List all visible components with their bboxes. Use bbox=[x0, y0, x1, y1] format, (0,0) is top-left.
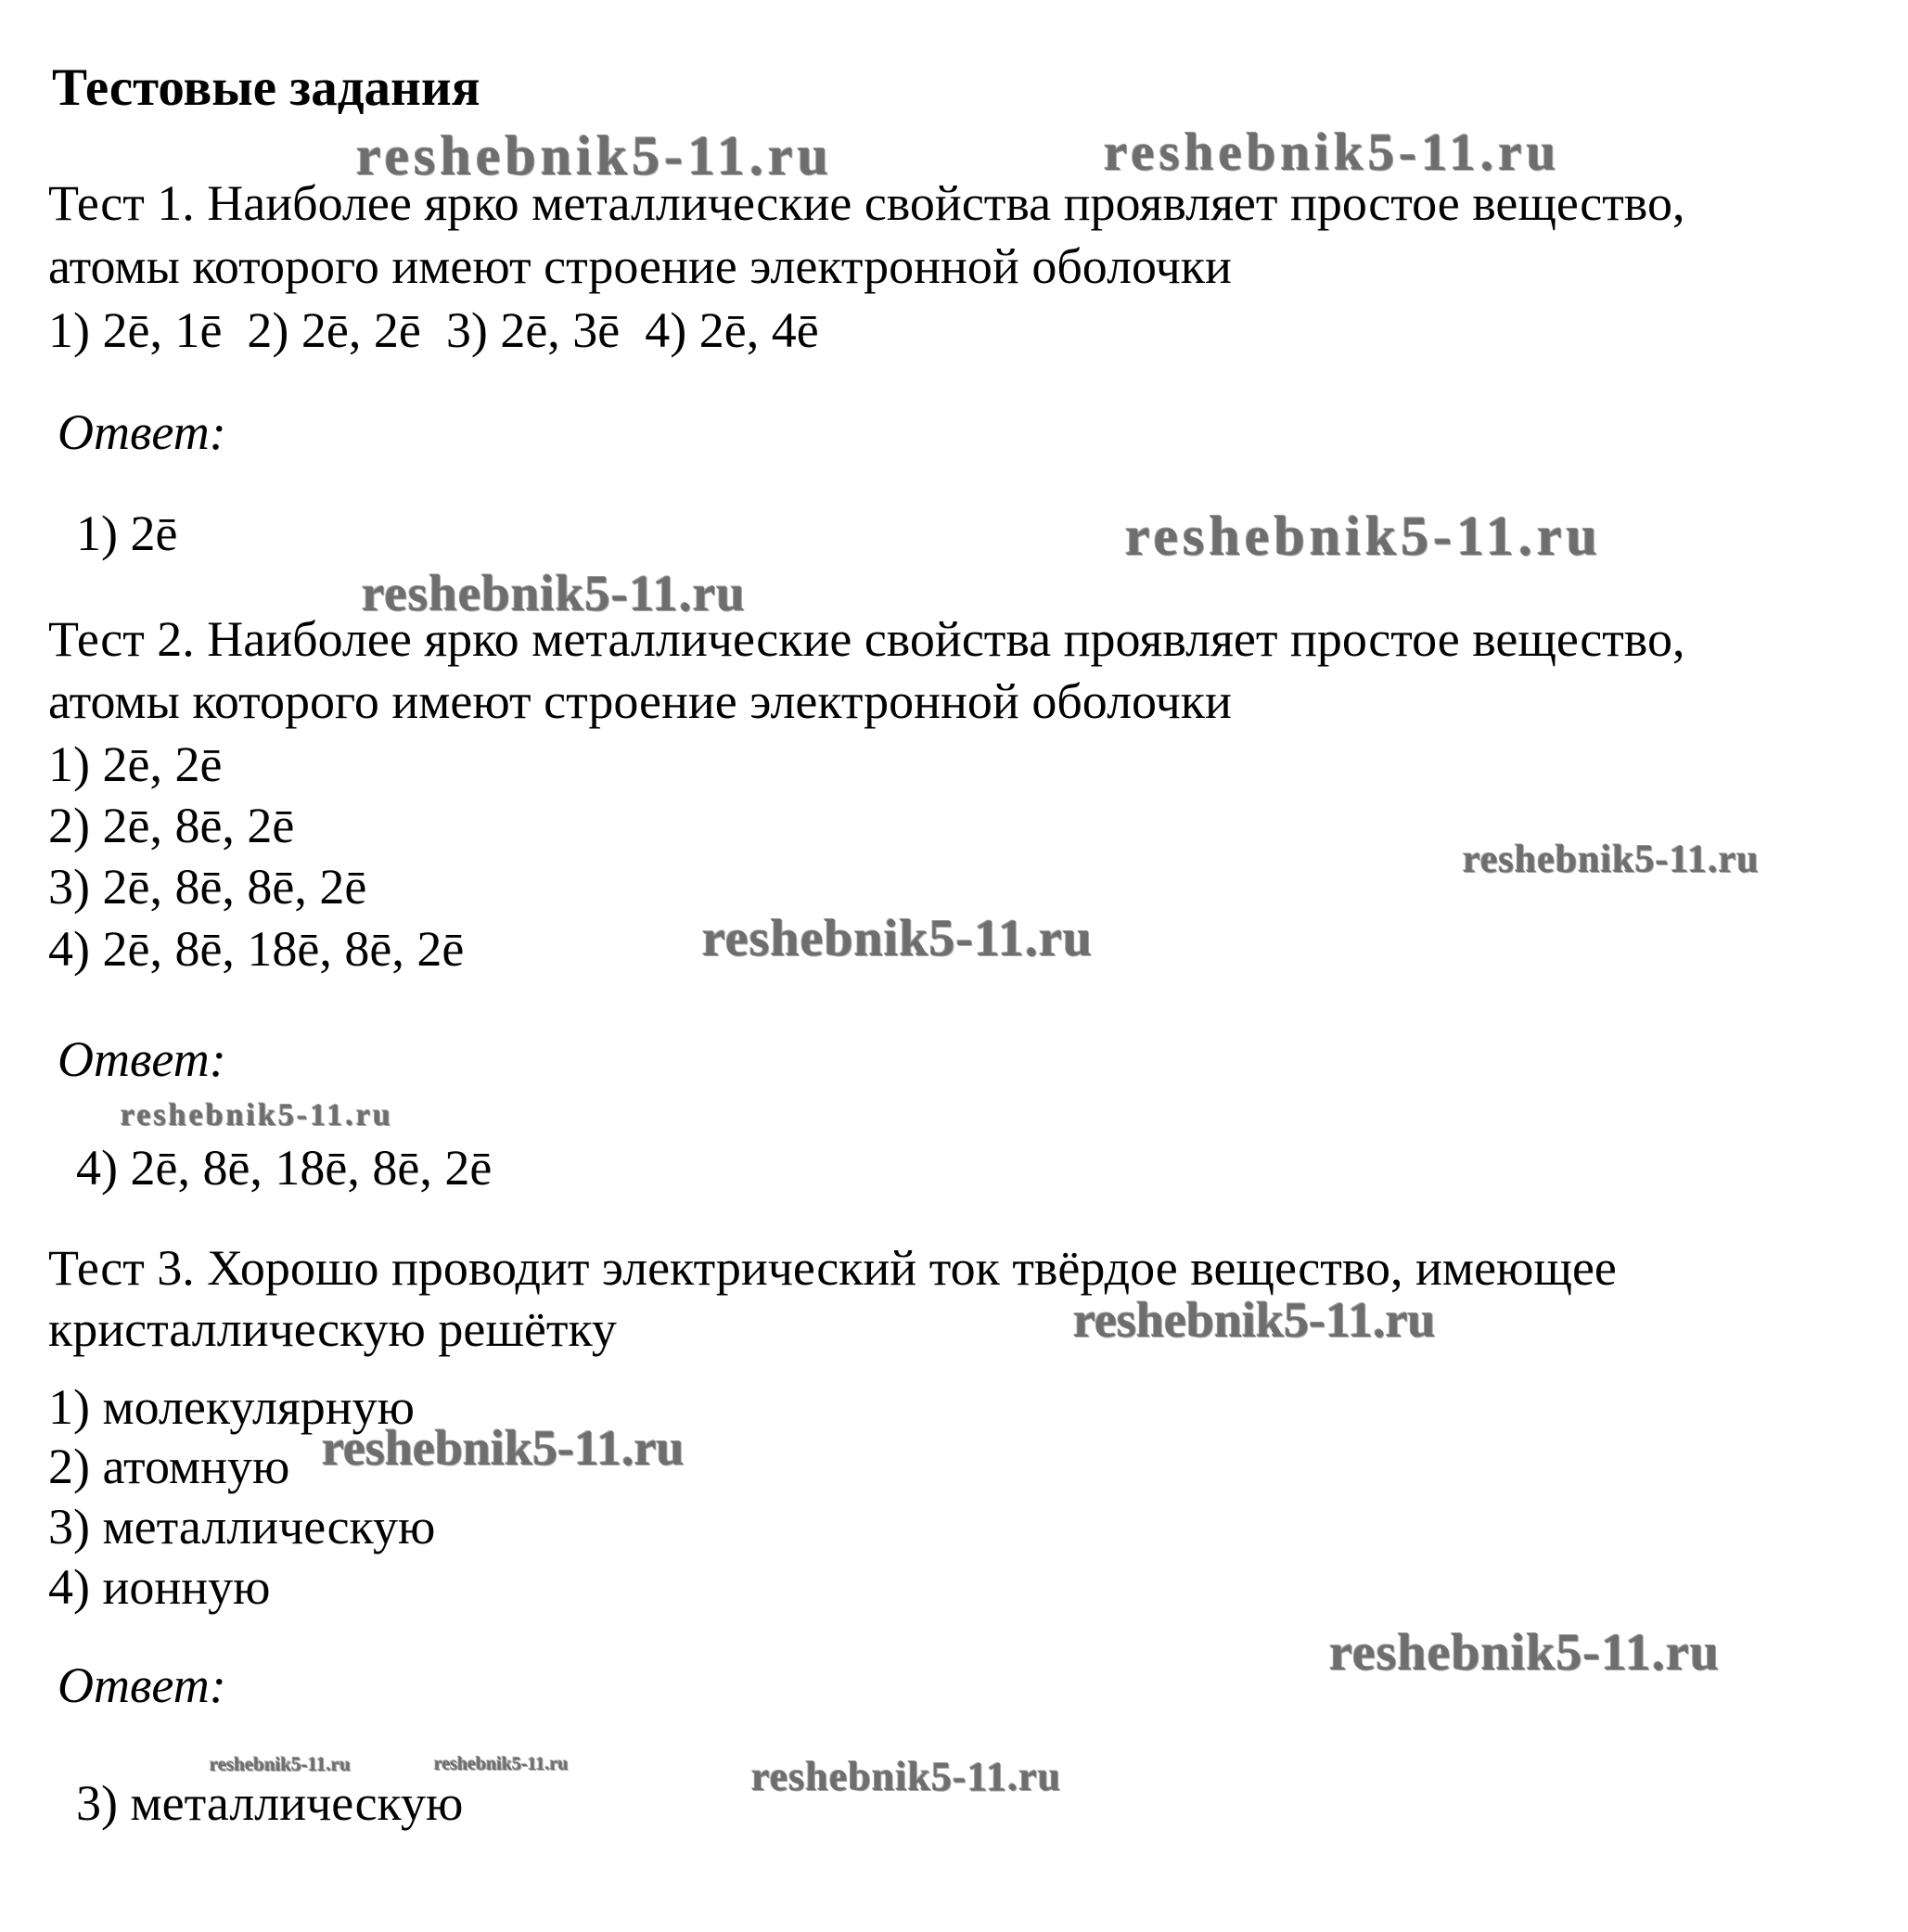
test-1-question-line-2: атомы которого имеют строение электронной оболочки bbox=[48, 238, 1232, 294]
watermark-reshebnik: reshebnik5-11.ru bbox=[356, 125, 833, 186]
watermark-reshebnik: reshebnik5-11.ru bbox=[121, 1098, 393, 1132]
watermark-reshebnik: reshebnik5-11.ru bbox=[1463, 838, 1760, 881]
watermark-reshebnik: reshebnik5-11.ru bbox=[1329, 1624, 1721, 1682]
test-3-option-3: 3) металлическую bbox=[48, 1499, 436, 1555]
test-3-option-1: 1) молекулярную bbox=[48, 1379, 415, 1435]
watermark-reshebnik: reshebnik5-11.ru bbox=[210, 1753, 351, 1775]
test-1-answer-label: Ответ: bbox=[58, 404, 226, 460]
test-3-answer-label: Ответ: bbox=[58, 1657, 226, 1713]
page-title: Тестовые задания bbox=[52, 58, 480, 117]
test-2-option-2: 2) 2ē, 8ē, 2ē bbox=[48, 798, 295, 853]
test-3-option-2: 2) атомную bbox=[48, 1439, 290, 1494]
test-3-question-line-1: Тест 3. Хорошо проводит электрический ток твёрдое вещество, имеющее bbox=[48, 1240, 1617, 1296]
test-1-question-line-1: Тест 1. Наиболее ярко металлические свойства проявляет простое вещество, bbox=[48, 175, 1685, 231]
test-3-question-line-2: кристаллическую решётку bbox=[48, 1301, 617, 1357]
watermark-reshebnik: reshebnik5-11.ru bbox=[434, 1754, 569, 1774]
test-3-option-4: 4) ионную bbox=[48, 1559, 271, 1615]
test-2-question-line-2: атомы которого имеют строение электронной оболочки bbox=[48, 673, 1232, 729]
watermark-reshebnik: reshebnik5-11.ru bbox=[1104, 123, 1561, 182]
test-1-answer: 1) 2ē bbox=[76, 505, 178, 561]
watermark-reshebnik: reshebnik5-11.ru bbox=[702, 910, 1094, 967]
test-3-answer: 3) металлическую bbox=[76, 1775, 464, 1831]
test-2-option-4: 4) 2ē, 8ē, 18ē, 8ē, 2ē bbox=[48, 921, 465, 977]
test-2-option-3: 3) 2ē, 8ē, 8ē, 2ē bbox=[48, 859, 367, 915]
watermark-reshebnik: reshebnik5-11.ru bbox=[751, 1754, 1062, 1799]
test-2-option-1: 1) 2ē, 2ē bbox=[48, 736, 223, 792]
watermark-reshebnik: reshebnik5-11.ru bbox=[1125, 505, 1602, 567]
watermark-reshebnik: reshebnik5-11.ru bbox=[362, 565, 746, 621]
watermark-reshebnik: reshebnik5-11.ru bbox=[1073, 1292, 1436, 1348]
test-1-options-line: 1) 2ē, 1ē 2) 2ē, 2ē 3) 2ē, 3ē 4) 2ē, 4ē bbox=[48, 302, 819, 358]
test-2-answer: 4) 2ē, 8ē, 18ē, 8ē, 2ē bbox=[76, 1140, 493, 1196]
test-2-answer-label: Ответ: bbox=[58, 1031, 226, 1087]
watermark-reshebnik: reshebnik5-11.ru bbox=[322, 1420, 685, 1476]
test-2-question-line-1: Тест 2. Наиболее ярко металлические свойства проявляет простое вещество, bbox=[48, 611, 1685, 667]
